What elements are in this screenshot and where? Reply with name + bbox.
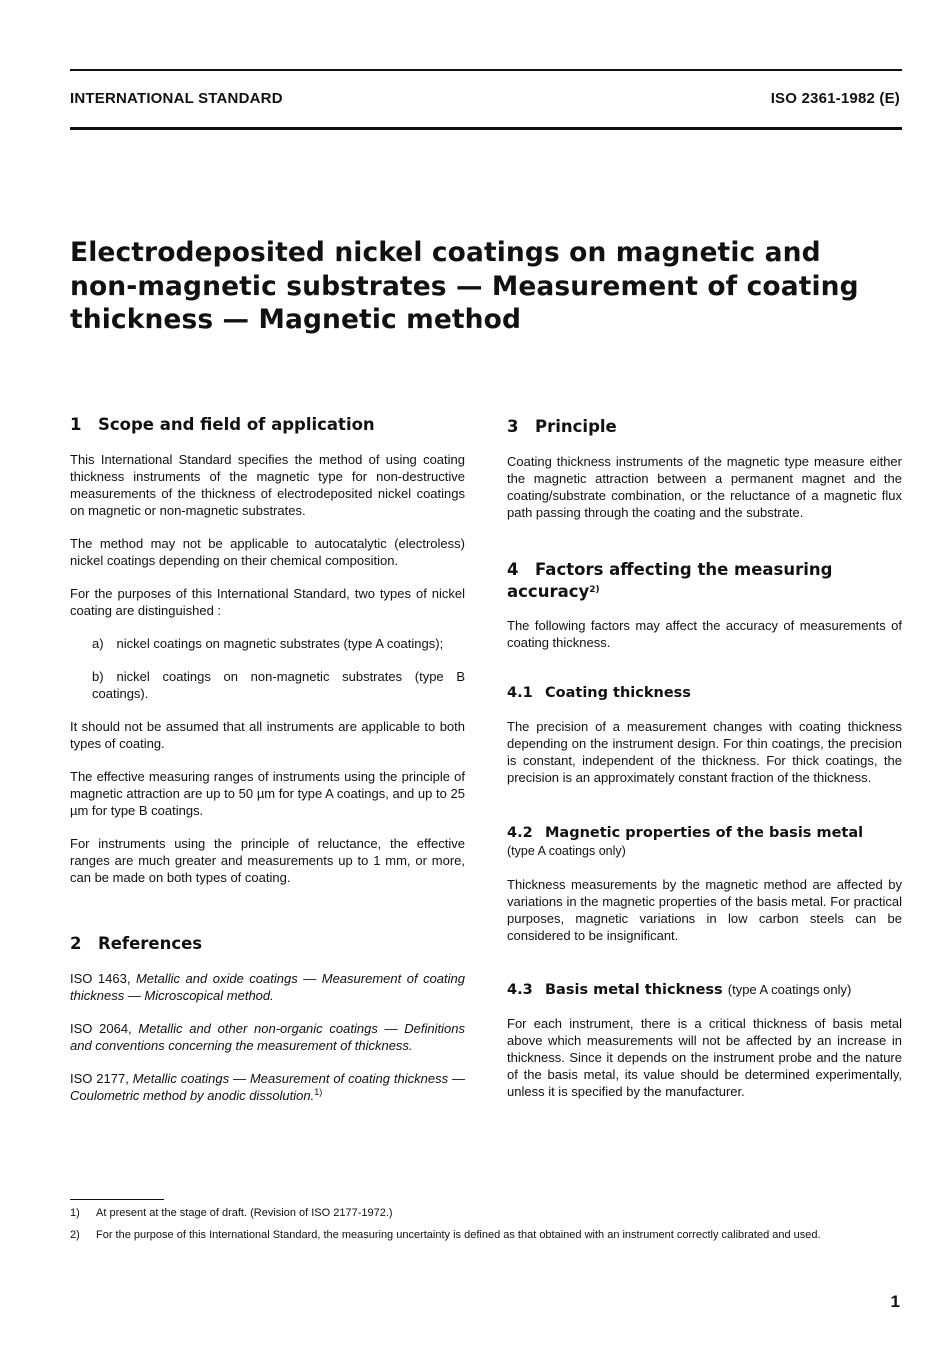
section-3-paragraph: Coating thickness instruments of the magnetic type measure either the magnetic attraction between a permanent magnet and the coating/substrate combination, or the reluctance of a magnetic flux path passing through the coating and the substrate. — [507, 454, 902, 520]
header-document-number: ISO 2361-1982 (E) — [770, 90, 900, 107]
right-column — [507, 414, 902, 1100]
section-4-3-heading: 4.3 Basis metal thickness (type A coatings only) — [507, 982, 852, 998]
section-4-heading: 4 Factors affecting the measuring accuracy$^{2)}$ — [507, 560, 833, 601]
coating-type-list — [70, 635, 465, 702]
section-4-2-heading: 4.2 Magnetic properties of the basis metal — [507, 825, 864, 841]
document-title — [70, 236, 900, 337]
header-top-rule — [70, 69, 902, 71]
section-4-1-paragraph: The precision of a measurement changes with coating thickness depending on the instrument design. For thin coatings, the precision is constant, independent of the thickness. For thick coatings, the precision is an approximately constant fraction of the thickness. — [507, 719, 902, 785]
section-1-paragraph: This International Standard specifies the method of using coating thickness instruments of the magnetic type for non-destructive measurements of the thickness of electrodeposited nickel coatings on magnetic or non-magnetic substrates. — [70, 452, 465, 518]
reference-item: ISO 2177, Metallic coatings — Measurement of coating thickness — Coulometric method by anodic dissolution.$^{1)}$ — [70, 1071, 465, 1103]
list-item: b) nickel coatings on non-magnetic substrates (type B coatings). — [92, 669, 465, 701]
section-1-paragraph: It should not be assumed that all instruments are applicable to both types of coating. — [70, 719, 465, 751]
list-item: a) nickel coatings on magnetic substrates (type A coatings); — [92, 636, 444, 651]
footnote-ref: 2) — [589, 585, 600, 595]
left-column — [70, 414, 465, 1104]
section-1-paragraph: For instruments using the principle of reluctance, the effective ranges are much greater and measurements up to 1 mm, or more, can be made on both types of coating. — [70, 836, 465, 885]
section-1-paragraph: The method may not be applicable to autocatalytic (electroless) nickel coatings depending on their chemical composition. — [70, 536, 465, 568]
title-line: Electrodeposited nickel coatings on magnetic and — [70, 237, 821, 268]
section-1-heading: 1 Scope and field of application — [70, 415, 375, 434]
reference-item: ISO 1463, Metallic and oxide coatings — Measurement of coating thickness — Microscopical method. — [70, 971, 465, 1003]
footnote-1: 1) At present at the stage of draft. (Revision of ISO 2177-1972.) — [70, 1207, 393, 1219]
footnote-2: 2) For the purpose of this International Standard, the measuring uncertainty is defined as that obtained with an instrument correctly calibrated and used. — [70, 1229, 821, 1241]
page-number: 1 — [890, 1292, 900, 1311]
footnote-rule — [70, 1199, 164, 1200]
section-2-heading: 2 References — [70, 934, 203, 953]
section-4-3-paragraph: For each instrument, there is a critical thickness of basis metal above which measurements will not be affected by an increase in thickness. Since it depends on the instrument probe and the nature of the basis metal, its value should be determined experimentally, unless it is specified by the manufacturer. — [507, 1016, 902, 1099]
section-3-heading: 3 Principle — [507, 417, 617, 436]
title-line: thickness — Magnetic method — [70, 304, 522, 335]
section-4-2-subtitle: (type A coatings only) — [507, 844, 626, 858]
footnote-ref: 1) — [314, 1087, 323, 1097]
section-1-paragraph: The effective measuring ranges of instruments using the principle of magnetic attraction are up to 50 µm for type A coatings, and up to 25 µm for type B coatings. — [70, 769, 465, 818]
title-line: non-magnetic substrates — Measurement of coating — [70, 270, 859, 302]
section-4-paragraph: The following factors may affect the accuracy of measurements of coating thickness. — [507, 618, 902, 650]
reference-item: ISO 2064, Metallic and other non-organic coatings — Definitions and conventions concerning the measurement of thickness. — [70, 1021, 465, 1053]
header-bottom-rule — [70, 127, 902, 130]
section-4-1-heading: 4.1 Coating thickness — [507, 685, 691, 701]
section-1-paragraph: For the purposes of this International Standard, two types of nickel coating are distinguished : — [70, 586, 465, 618]
header-standard-label: INTERNATIONAL STANDARD — [70, 90, 283, 107]
section-4-2-paragraph: Thickness measurements by the magnetic method are affected by variations in the magnetic properties of the basis metal. For practical purposes, magnetic variations in low carbon steels can be considered to be insignificant. — [507, 877, 902, 943]
